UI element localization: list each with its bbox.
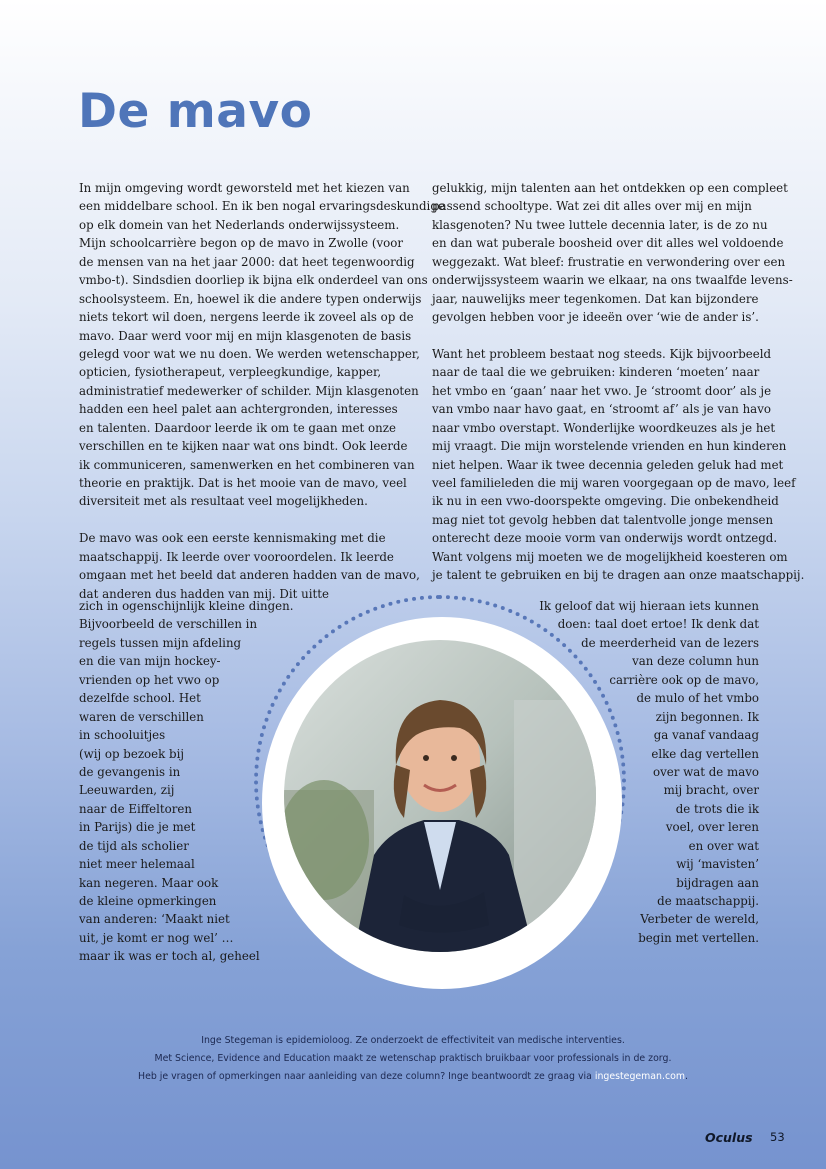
text-line: mij bracht, over (663, 783, 759, 798)
bio-line-1: Inge Stegeman is epidemioloog. Ze onderzoekt de effectiviteit van medische interventies. (201, 1035, 625, 1046)
text-line: Ik geloof dat wij hieraan iets kunnen (539, 599, 759, 613)
text-line: Bijvoorbeeld de verschillen in (79, 617, 258, 632)
page-number: 53 (770, 1130, 785, 1144)
text-line: begin met vertellen. (638, 930, 759, 945)
text-line: omgaan met het beeld dat anderen hadden van de mavo, (79, 568, 420, 583)
text-line: klasgenoten? Nu twee luttele decennia later, is de zo nu (432, 217, 768, 232)
text-line: regels tussen mijn afdeling (79, 635, 242, 650)
text-line: mag niet tot gevolg hebben dat talentvolle jonge mensen (432, 512, 774, 527)
text-line: mavo. Daar werd voor mij en mijn klasgenoten de basis (79, 328, 412, 343)
portrait-illustration (284, 640, 596, 952)
text-line: De mavo was ook een eerste kennismaking met die (79, 531, 386, 546)
text-line: van vmbo naar havo gaat, en ‘stroomt af’ als je van havo (432, 402, 771, 417)
bio-line-3-end: . (685, 1071, 688, 1082)
text-line: naar de taal die we gebruiken: kinderen ‘moeten’ naar (432, 365, 760, 380)
text-line: wij ‘mavisten’ (676, 857, 759, 872)
text-line: en die van mijn hockey- (79, 654, 221, 669)
text-line: Want het probleem bestaat nog steeds. Kijk bijvoorbeeld (432, 346, 772, 361)
bio-line-3 (0, 1068, 826, 1086)
text-line: en talenten. Daardoor leerde ik om te gaan met onze (79, 420, 396, 435)
text-line: veel familieleden die mij waren voorgegaan op de mavo, leef (432, 476, 796, 490)
text-line: niet meer helemaal (79, 857, 195, 872)
text-line: op elk domein van het Nederlands onderwijssysteem. (79, 217, 400, 232)
paragraph-gap (432, 327, 804, 345)
text-line: ga vanaf vandaag (653, 728, 759, 743)
text-line: kan negeren. Maar ook (79, 875, 219, 890)
text-line: bijdragen aan (676, 875, 759, 890)
text-line: schoolsysteem. En, hoewel ik die andere typen onderwijs (79, 291, 422, 306)
text-line: carrière ook op de mavo, (609, 672, 759, 687)
text-line: de mulo of het vmbo (636, 691, 759, 706)
text-line: van deze column hun (632, 654, 759, 669)
text-line: onderwijssysteem waarin we elkaar, na ons twaalfde levens- (432, 273, 793, 288)
text-line: ik nu in een vwo-doorspekte omgeving. Die onbekendheid (432, 494, 779, 509)
text-line: vmbo-t). Sindsdien doorliep ik bijna elk onderdeel van ons (79, 273, 428, 288)
left-column (79, 179, 445, 603)
text-line: de meerderheid van de lezers (581, 635, 759, 650)
text-line: uit, je komt er nog wel’ … (79, 930, 234, 945)
text-line: waren de verschillen (79, 709, 204, 724)
text-line: diversiteit met als resultaat veel mogelijkheden. (79, 494, 368, 509)
text-line: voel, over leren (665, 820, 759, 835)
text-line: Mijn schoolcarrière begon op de mavo in Zwolle (voor (79, 236, 403, 251)
text-line: vrienden op het vwo op (79, 672, 220, 687)
text-line: weggezakt. Wat bleef: frustratie en verwondering over een (432, 254, 786, 269)
text-line: hadden een heel palet aan achtergronden, interesses (79, 402, 398, 417)
text-line: niets tekort wil doen, nergens leerde ik zoveel als op de (79, 310, 414, 325)
text-line: dat anderen dus hadden van mij. Dit uitte (79, 586, 329, 601)
text-line: administratief medewerker of schilder. Mijn klasgenoten (79, 383, 419, 398)
right-column (432, 179, 804, 585)
text-line: In mijn omgeving wordt geworsteld met het kiezen van (79, 181, 410, 195)
text-line: gevolgen hebben voor je ideeën over ‘wie de ander is’. (432, 310, 759, 325)
text-line: een middelbare school. En ik ben nogal ervaringsdeskundige (79, 199, 445, 214)
text-line: onterecht deze mooie vorm van onderwijs wordt ontzegd. (432, 531, 778, 546)
text-line: en dan wat puberale boosheid over dit alles wel voldoende (432, 236, 784, 251)
text-line: en over wat (688, 838, 759, 853)
author-portrait (284, 640, 596, 952)
text-line: naar vmbo overstapt. Wonderlijke woordkeuzes als je het (432, 420, 776, 435)
page-title: De mavo (78, 84, 313, 139)
text-line: verschillen en te kijken naar wat ons bindt. Ook leerde (79, 439, 408, 454)
text-line: naar de Eiffeltoren (79, 801, 192, 816)
text-line: maar ik was er toch al, geheel (79, 949, 260, 964)
text-line: zijn begonnen. Ik (655, 709, 759, 724)
website-link[interactable]: ingestegeman.com (594, 1071, 685, 1082)
text-line: de mensen van na het jaar 2000: dat heet tegenwoordig (79, 254, 415, 269)
text-line: theorie en praktijk. Dat is het mooie van de mavo, veel (79, 476, 407, 490)
text-line: jaar, nauwelijks meer tegenkomen. Dat kan bijzondere (432, 291, 759, 306)
text-line: gelegd voor wat we nu doen. We werden wetenschapper, (79, 346, 420, 361)
paragraph-gap (79, 511, 445, 529)
text-line: het vmbo en ‘gaan’ naar het vwo. Je ‘stroomt door’ als je (432, 383, 772, 398)
text-line: elke dag vertellen (651, 746, 759, 761)
text-line: maatschappij. Ik leerde over vooroordelen. Ik leerde (79, 549, 394, 564)
magazine-brand: Oculus (705, 1130, 753, 1145)
bio-line-3-text: Heb je vragen of opmerkingen naar aanleiding van deze column? Inge beantwoordt ze graag via (138, 1071, 595, 1082)
text-line: mij vraagt. Die mijn worstelende vrienden en hun kinderen (432, 439, 787, 454)
text-line: de maatschappij. (657, 894, 759, 908)
text-line: doen: taal doet ertoe! Ik denk dat (557, 617, 759, 632)
text-line: van anderen: ‘Maakt niet (79, 912, 230, 927)
text-line: je talent te gebruiken en bij te dragen aan onze maatschappij. (432, 568, 805, 583)
text-line: zich in ogenschijnlijk kleine dingen. (79, 599, 294, 613)
text-line: de gevangenis in (79, 764, 181, 779)
text-line: over wat de mavo (652, 764, 759, 779)
text-line: de trots die ik (675, 801, 759, 816)
author-bio (0, 1032, 826, 1086)
text-line: ik communiceren, samenwerken en het combineren van (79, 457, 415, 472)
text-line: niet helpen. Waar ik twee decennia geleden geluk had met (432, 457, 784, 472)
text-line: gelukkig, mijn talenten aan het ontdekken op een compleet (432, 181, 788, 195)
text-line: (wij op bezoek bij (79, 746, 184, 761)
text-line: Verbeter de wereld, (640, 912, 759, 927)
text-line: in Parijs) die je met (79, 820, 196, 835)
text-line: de tijd als scholier (79, 838, 189, 853)
text-line: passend schooltype. Wat zei dit alles over mij en mijn (432, 199, 752, 214)
text-line: Leeuwarden, zij (79, 783, 175, 798)
text-line: Want volgens mij moeten we de mogelijkheid koesteren om (432, 549, 788, 564)
text-line: de kleine opmerkingen (79, 894, 217, 908)
text-line: dezelfde school. Het (79, 691, 201, 706)
text-line: opticien, fysiotherapeut, verpleegkundige, kapper, (79, 365, 382, 380)
text-line: in schooluitjes (79, 728, 166, 743)
bio-line-2: Met Science, Evidence and Education maakt ze wetenschap praktisch bruikbaar voor professionals in de zorg. (154, 1053, 672, 1064)
